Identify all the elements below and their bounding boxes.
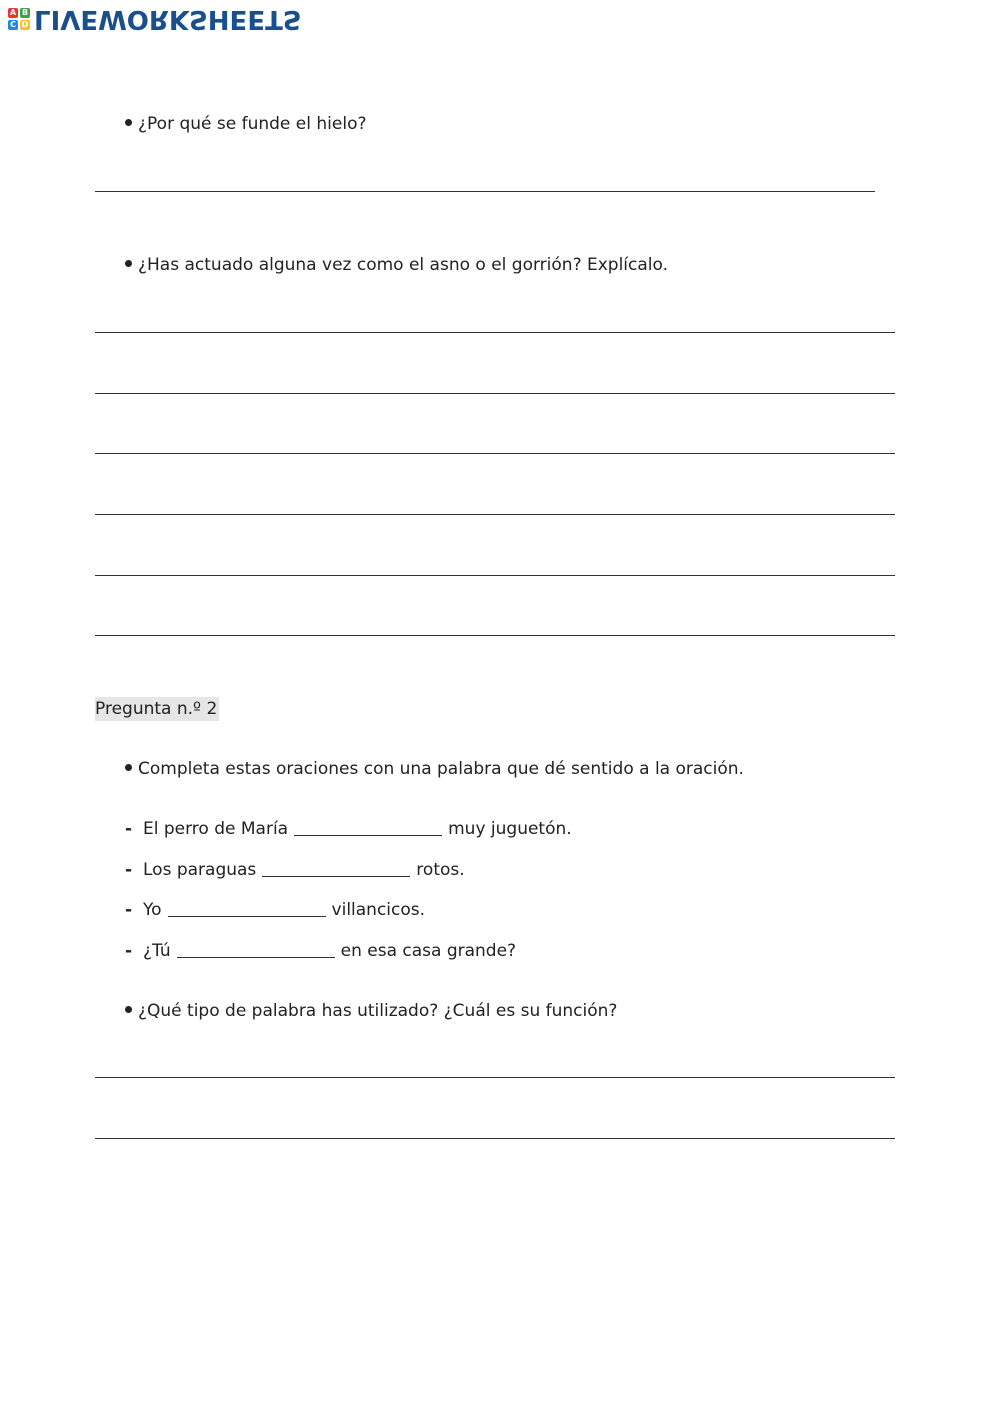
logo-block-a: A <box>9 8 17 17</box>
section-label-question-2: Pregunta n.º 2 <box>95 699 218 719</box>
dash-marker: - <box>125 900 133 920</box>
logo-blocks-icon <box>8 8 30 30</box>
sentence-2-blank[interactable] <box>262 862 410 877</box>
sentence-4-blank[interactable] <box>177 943 335 958</box>
liveworksheets-logo <box>8 4 302 34</box>
question-ice-melt-text: ¿Por qué se funde el hielo? <box>138 114 367 134</box>
sentence-1 <box>125 818 572 840</box>
bullet-icon <box>125 1006 132 1013</box>
logo-block-c: C <box>8 20 18 30</box>
sentence-1-after: muy juguetón. <box>448 819 572 839</box>
sentence-2-after: rotos. <box>416 860 465 880</box>
dash-marker: - <box>125 860 133 880</box>
sentence-4-before: ¿Tú <box>143 941 171 961</box>
sentence-2-before: Los paraguas <box>143 860 257 880</box>
logo-block-b: B <box>21 8 29 17</box>
answer-line-1[interactable] <box>95 191 875 192</box>
question-ice-melt <box>125 113 367 135</box>
sentence-1-before: El perro de María <box>143 819 289 839</box>
sentence-2 <box>125 859 465 881</box>
question-donkey-sparrow-text: ¿Has actuado alguna vez como el asno o el gorrión? Explícalo. <box>138 255 669 275</box>
answer-line-7[interactable] <box>95 635 895 636</box>
instruction-complete-sentences <box>125 758 744 780</box>
bullet-icon <box>125 260 132 267</box>
sentence-3-before: Yo <box>143 900 162 920</box>
sentence-3-after: villancicos. <box>331 900 426 920</box>
logo-block-d: D <box>21 20 29 29</box>
sentence-4-after: en esa casa grande? <box>340 941 517 961</box>
answer-line-2[interactable] <box>95 332 895 333</box>
sentence-4 <box>125 940 516 962</box>
answer-line-4[interactable] <box>95 453 895 454</box>
dash-marker: - <box>125 819 133 839</box>
sentence-1-blank[interactable] <box>294 821 442 836</box>
dash-marker: - <box>125 941 133 961</box>
question-donkey-sparrow <box>125 254 668 276</box>
bullet-icon <box>125 119 132 126</box>
answer-line-5[interactable] <box>95 514 895 515</box>
question-word-type <box>125 1000 617 1022</box>
sentence-3 <box>125 899 425 921</box>
instruction-text: Completa estas oraciones con una palabra que dé sentido a la oración. <box>138 759 744 779</box>
question-word-type-text: ¿Qué tipo de palabra has utilizado? ¿Cuál es su función? <box>138 1001 618 1021</box>
answer-line-8[interactable] <box>95 1077 895 1078</box>
answer-line-3[interactable] <box>95 393 895 394</box>
sentence-3-blank[interactable] <box>168 902 326 917</box>
logo-text: LIVEWORKSHEETS <box>34 4 302 34</box>
bullet-icon <box>125 764 132 771</box>
answer-line-6[interactable] <box>95 575 895 576</box>
answer-line-9[interactable] <box>95 1138 895 1139</box>
